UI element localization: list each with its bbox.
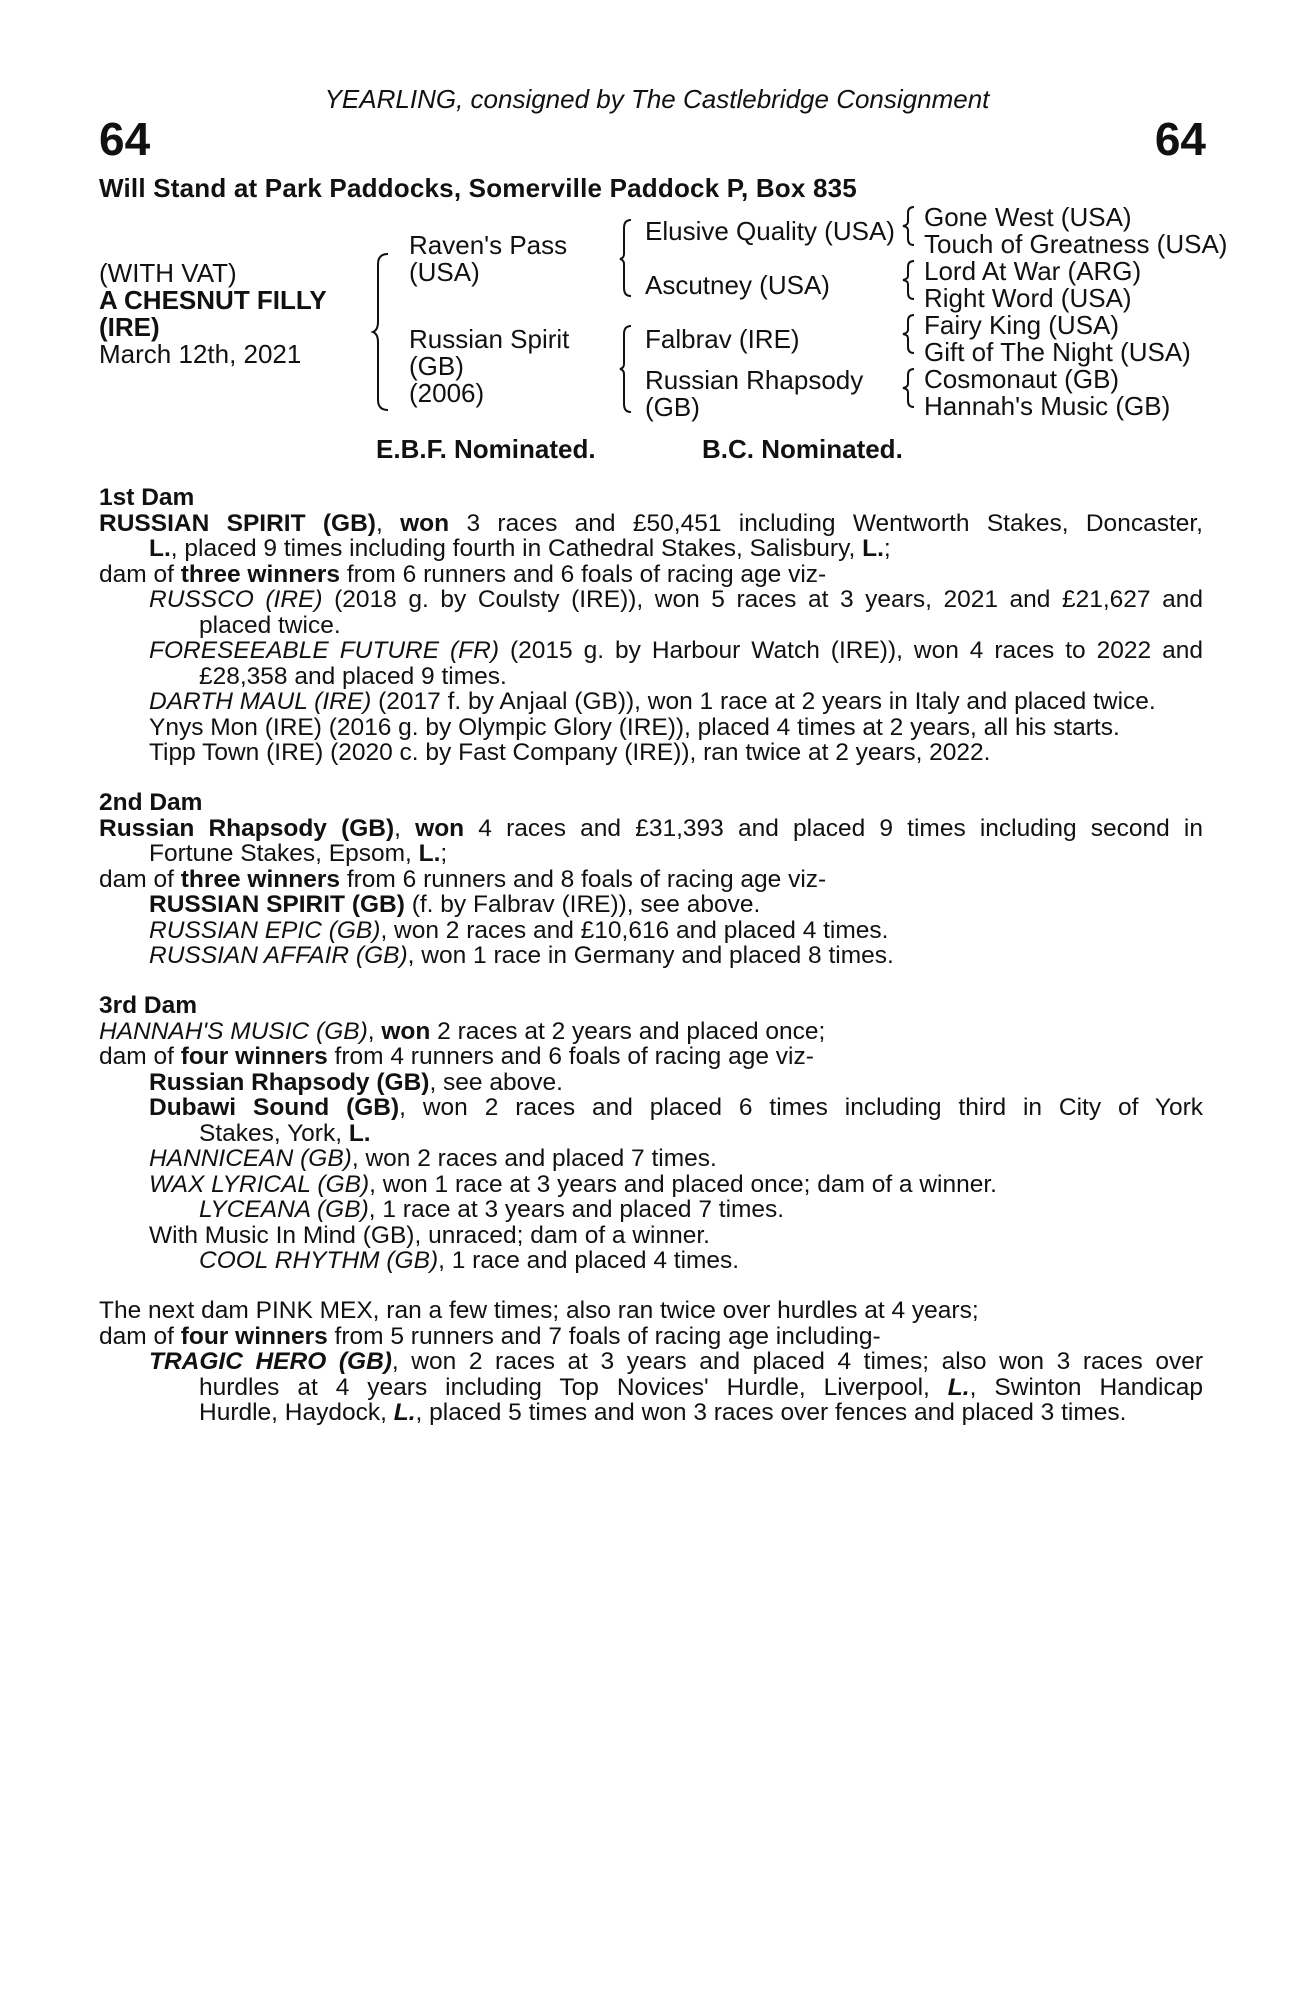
dam-dam: Russian Rhapsody	[645, 365, 864, 395]
progeny-line: TRAGIC HERO (GB), won 2 races at 3 years and placed 4 times; also won 3 races over	[149, 1348, 1203, 1375]
dam-name: HANNAH'S MUSIC (GB)	[99, 1017, 368, 1045]
sire-name: Raven's Pass	[409, 230, 568, 260]
progeny-line: LYCEANA (GB), 1 race at 3 years and placed 7 times.	[199, 1196, 785, 1223]
listed-mark: L.	[149, 535, 171, 562]
consignment-header: YEARLING, consigned by The Castlebridge Consignment	[324, 84, 990, 114]
second-dam-heading: 2nd Dam	[99, 789, 203, 816]
first-dam-line: RUSSIAN SPIRIT (GB), won 3 races and £50,451 including Wentworth Stakes, Doncaster,	[99, 509, 1203, 537]
gen3-5: Fairy King (USA)	[924, 310, 1120, 340]
first-dam-section: 1st Dam RUSSIAN SPIRIT (GB), won 3 races and £50,451 including Wentworth Stakes, Doncaster, L., placed 9 times including fourth in Cathedral Stakes, Salisbury, L.; dam of three winners from 6 runners and 6 foals of racing age viz- RUSSCO (IRE) (2018 g. by Coulsty (IRE)), won 5 races at 3 years, 2021 and £21,627 and placed twice. FORESEEABLE FUTURE (FR) (2015 g. by Harbour Watch (IRE)), won 4 races to 2022 and £28,358 and placed 9 times. DARTH MAUL (IRE) (2017 f. by Anjaal (GB)), won 1 race at 2 years in Italy and placed twice. Ynys Mon (IRE) (2016 g. by Olympic Glory (IRE)), placed 4 times at 2 years, all his starts. Tipp Town (IRE) (2020 c. by Fast Company (IRE)), ran twice at 2 years, 2022.	[99, 484, 1203, 766]
progeny-line: RUSSCO (IRE) (2018 g. by Coulsty (IRE)), won 5 races at 3 years, 2021 and £21,627 and	[149, 586, 1203, 613]
pedigree-bracket-dam	[619, 324, 633, 414]
subject-dob: March 12th, 2021	[99, 339, 302, 369]
progeny-line: FORESEEABLE FUTURE (FR) (2015 g. by Harbour Watch (IRE)), won 4 races to 2022 and	[149, 637, 1203, 664]
dam-name: Russian Rhapsody (GB)	[99, 814, 395, 842]
next-dam-section: The next dam PINK MEX, ran a few times; also ran twice over hurdles at 4 years; dam of four winners from 5 runners and 7 foals of racing age including- TRAGIC HERO (GB), won 2 races at 3 years and placed 4 times; also won 3 races over hurdles at 4 years including Top Novices' Hurdle, Liverpool, L., Swinton Handicap Hurdle, Haydock, L., placed 5 times and won 3 races over fences and placed 3 times.	[99, 1297, 1203, 1426]
progeny-line: RUSSIAN AFFAIR (GB), won 1 race in Germany and placed 8 times.	[149, 942, 894, 969]
gen3-7: Cosmonaut (GB)	[924, 364, 1120, 394]
sire-origin: (USA)	[409, 257, 480, 287]
second-dam-section: 2nd Dam Russian Rhapsody (GB), won 4 races and £31,393 and placed 9 times including second in Fortune Stakes, Epsom, L.; dam of three winners from 6 runners and 8 foals of racing age viz- RUSSIAN SPIRIT (GB) (f. by Falbrav (IRE)), see above. RUSSIAN EPIC (GB), won 2 races and £10,616 and placed 4 times. RUSSIAN AFFAIR (GB), won 1 race in Germany and placed 8 times.	[99, 789, 1203, 969]
subject-name: A CHESNUT FILLY	[99, 285, 327, 315]
lot-number-right: 64	[1154, 113, 1206, 165]
gen3-6: Gift of The Night (USA)	[924, 337, 1191, 367]
gen3-3: Lord At War (ARG)	[924, 256, 1142, 286]
progeny-line: RUSSIAN EPIC (GB), won 2 races and £10,616 and placed 4 times.	[149, 916, 889, 944]
progeny-line: With Music In Mind (GB), unraced; dam of a winner.	[149, 1221, 710, 1249]
listed-mark: L.	[348, 1119, 371, 1147]
vat-note: (WITH VAT)	[99, 258, 237, 288]
sire-dam: Ascutney (USA)	[645, 270, 830, 300]
ebf-nomination: E.B.F. Nominated.	[376, 434, 596, 464]
pedigree-bracket-g3-3	[902, 313, 916, 355]
progeny-line: COOL RHYTHM (GB), 1 race and placed 4 times.	[199, 1247, 740, 1274]
bc-nomination: B.C. Nominated.	[702, 434, 903, 464]
listed-mark: L.	[947, 1373, 970, 1401]
dam-dam-origin: (GB)	[645, 392, 700, 422]
listed-mark: L.	[862, 535, 884, 562]
stand-location: Will Stand at Park Paddocks, Somerville Paddock P, Box 835	[99, 173, 857, 203]
progeny-line: HANNICEAN (GB), won 2 races and placed 7 times.	[149, 1145, 717, 1172]
progeny-line: Russian Rhapsody (GB), see above.	[149, 1068, 563, 1096]
progeny-line: Ynys Mon (IRE) (2016 g. by Olympic Glory (IRE)), placed 4 times at 2 years, all his starts.	[149, 713, 1120, 741]
pedigree-bracket-g3-4	[902, 367, 916, 409]
gen3-4: Right Word (USA)	[924, 283, 1132, 313]
dam-sire: Falbrav (IRE)	[645, 324, 800, 354]
pedigree-bracket-g3-1	[902, 205, 916, 247]
third-dam-heading: 3rd Dam	[99, 992, 198, 1019]
progeny-line: WAX LYRICAL (GB), won 1 race at 3 years and placed once; dam of a winner.	[149, 1170, 997, 1198]
gen3-8: Hannah's Music (GB)	[924, 391, 1171, 421]
listed-mark: L.	[418, 840, 441, 867]
gen3-1: Gone West (USA)	[924, 202, 1132, 232]
third-dam-section: 3rd Dam HANNAH'S MUSIC (GB), won 2 races at 2 years and placed once; dam of four winners from 4 runners and 6 foals of racing age viz- Russian Rhapsody (GB), see above. Dubawi Sound (GB), won 2 races and placed 6 times including third in City of York Stakes, York, L. HANNICEAN (GB), won 2 races and placed 7 times. WAX LYRICAL (GB), won 1 race at 3 years and placed once; dam of a winner. LYCEANA (GB), 1 race at 3 years and placed 7 times. With Music In Mind (GB), unraced; dam of a winner. COOL RHYTHM (GB), 1 race and placed 4 times.	[99, 992, 1203, 1274]
progeny-line: Dubawi Sound (GB), won 2 races and placed 6 times including third in City of York	[149, 1094, 1203, 1121]
dam-name: Russian Spirit	[409, 324, 570, 354]
pedigree-bracket-sire	[619, 218, 633, 298]
pedigree-bracket-main	[372, 252, 392, 412]
progeny-line: DARTH MAUL (IRE) (2017 f. by Anjaal (GB)), won 1 race at 2 years in Italy and placed twice.	[149, 688, 1156, 715]
dam-name: RUSSIAN SPIRIT (GB)	[99, 509, 376, 537]
progeny-line: Tipp Town (IRE) (2020 c. by Fast Company (IRE)), ran twice at 2 years, 2022.	[149, 739, 991, 766]
dam-year: (2006)	[409, 378, 485, 408]
listed-mark: L.	[393, 1399, 416, 1426]
progeny-line: RUSSIAN SPIRIT (GB) (f. by Falbrav (IRE)), see above.	[149, 891, 761, 918]
subject-origin: (IRE)	[99, 312, 160, 342]
first-dam-heading: 1st Dam	[99, 484, 195, 511]
gen3-2: Touch of Greatness (USA)	[924, 229, 1228, 259]
lot-number-left: 64	[99, 113, 151, 165]
pedigree-bracket-g3-2	[902, 259, 916, 301]
sire-sire: Elusive Quality (USA)	[645, 216, 895, 246]
dam-origin: (GB)	[409, 351, 464, 381]
